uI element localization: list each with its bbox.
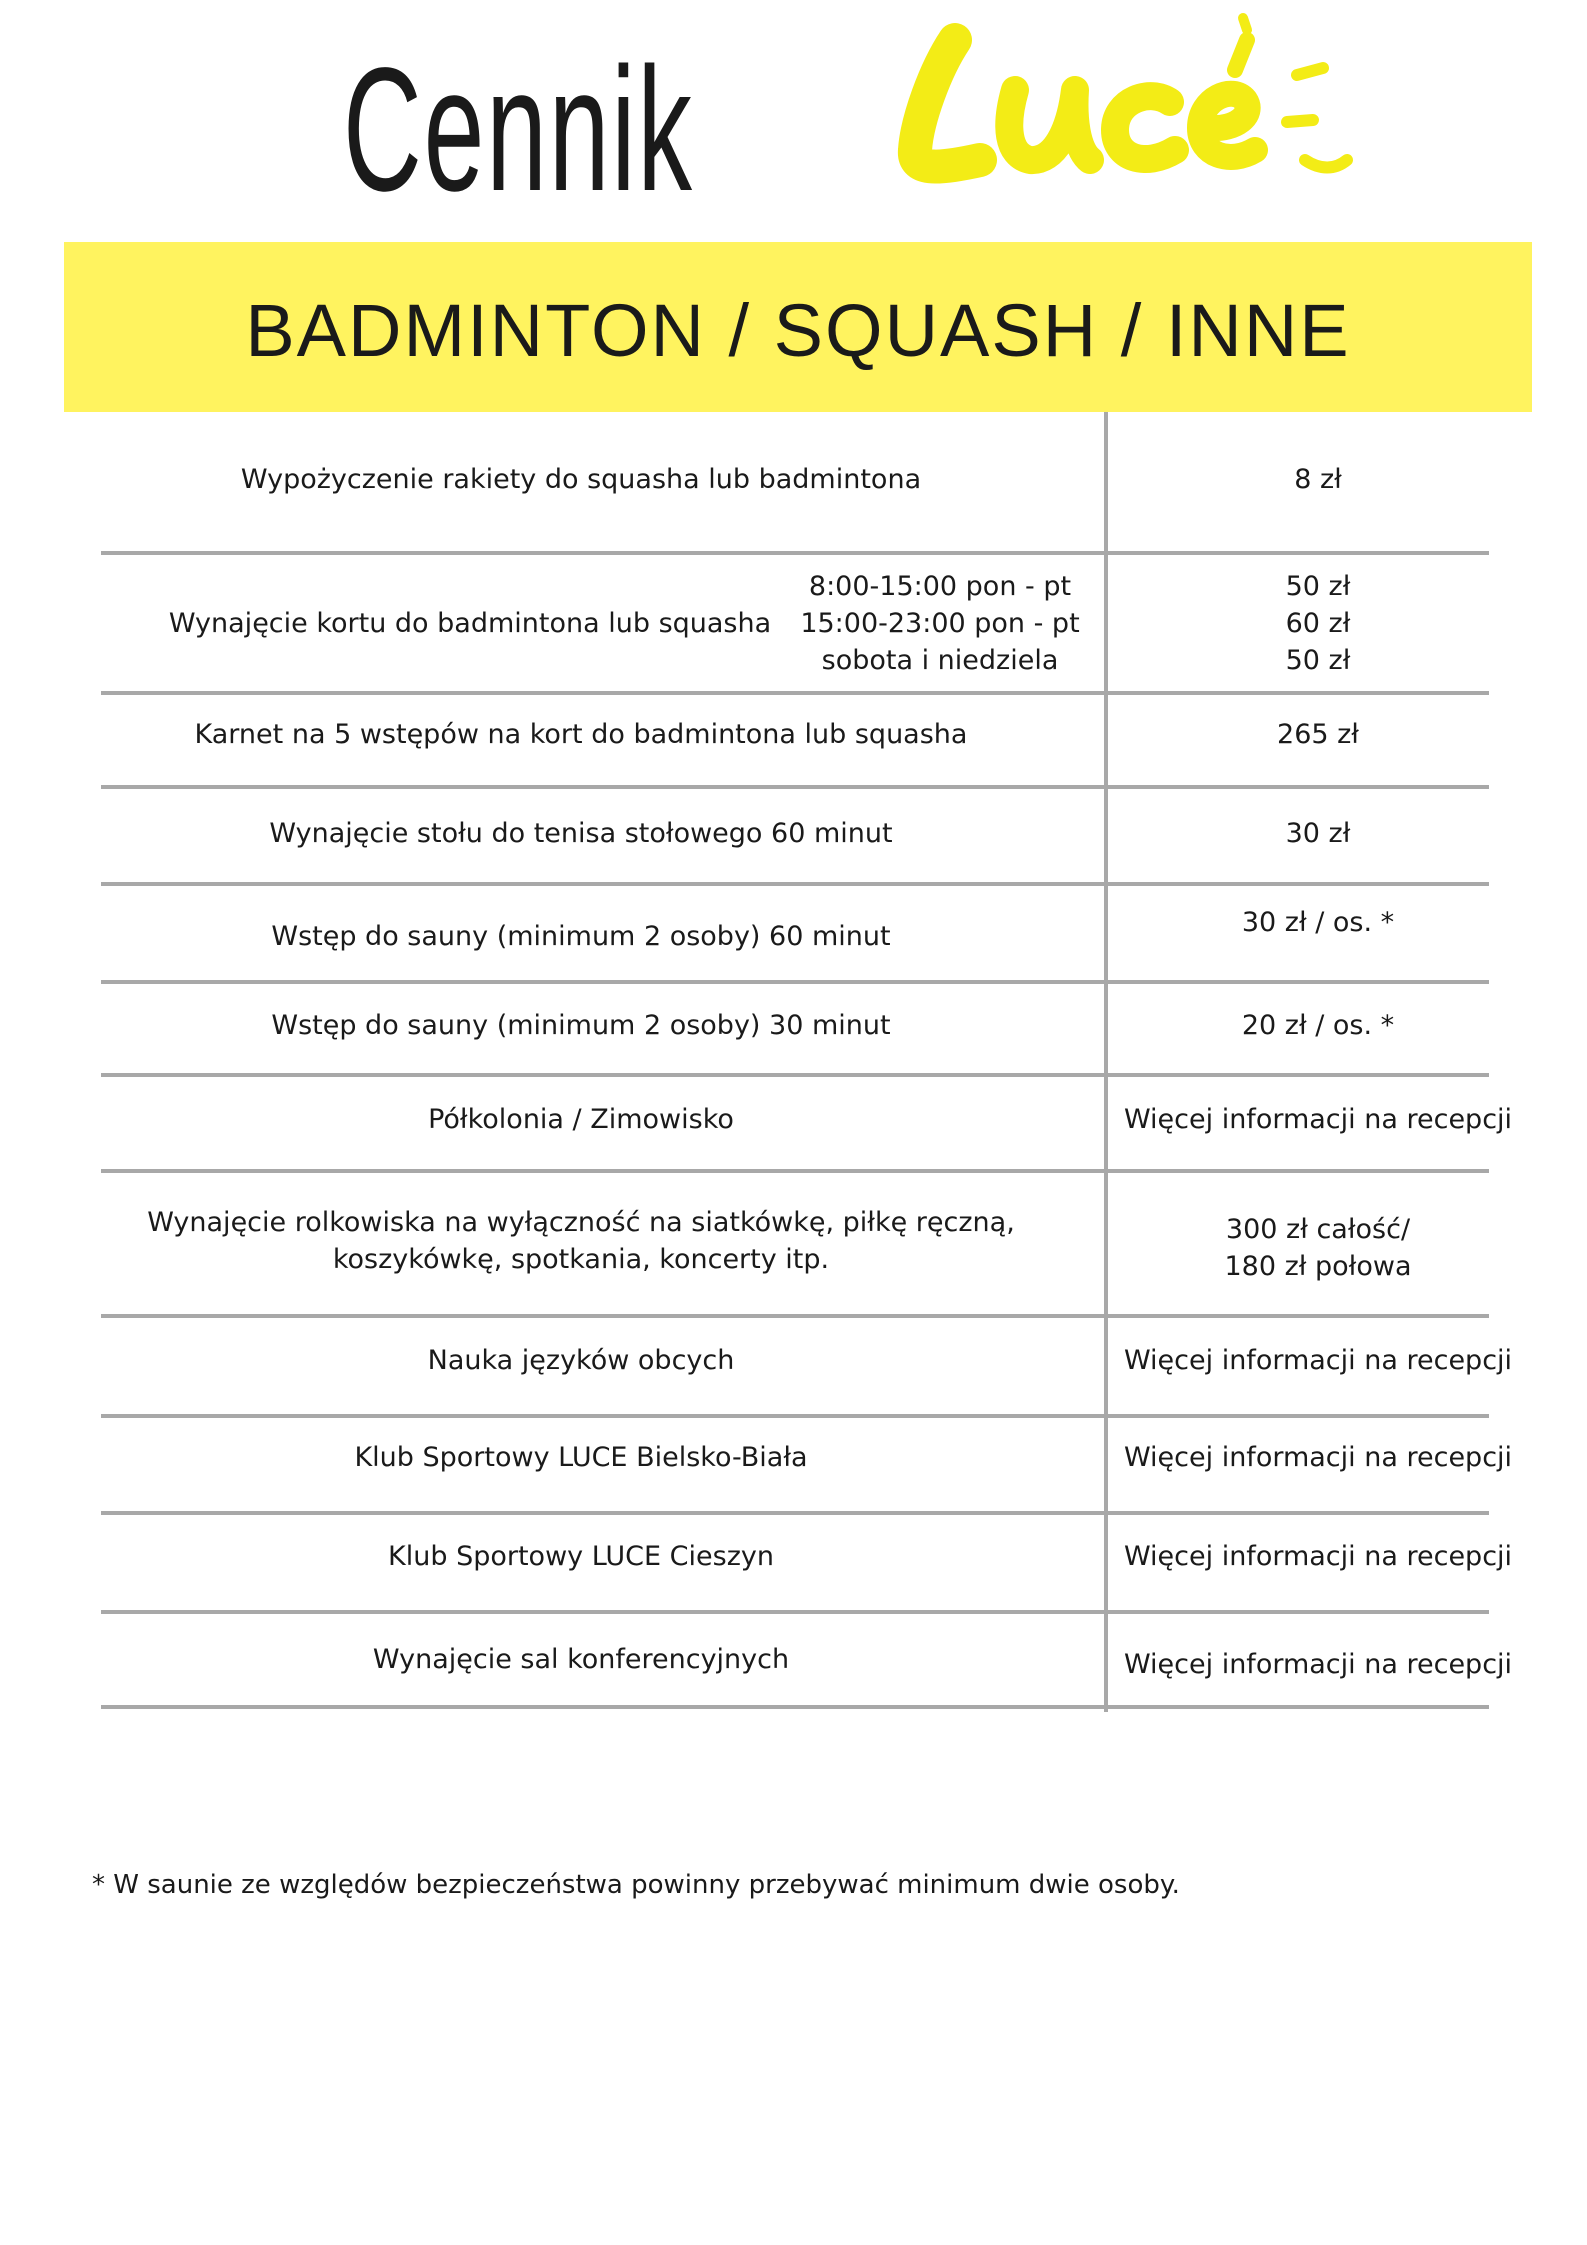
service-cell: Wypożyczenie rakiety do squasha lub badmintona bbox=[240, 464, 922, 495]
service-cell: Wynajęcie sal konferencyjnych bbox=[372, 1644, 790, 1675]
service-cell: Wynajęcie rolkowiska na wyłączność na siatkówkę, piłkę ręczną, bbox=[147, 1207, 1015, 1238]
time-slot: 8:00-15:00 pon - pt bbox=[808, 571, 1072, 602]
service-cell: koszykówkę, spotkania, koncerty itp. bbox=[332, 1244, 830, 1275]
time-slot: 15:00-23:00 pon - pt bbox=[800, 608, 1080, 639]
row-divider bbox=[101, 551, 1489, 555]
price-cell: 30 zł bbox=[1285, 818, 1351, 849]
price-cell: Więcej informacji na recepcji bbox=[1123, 1442, 1513, 1473]
price-cell: 8 zł bbox=[1294, 464, 1342, 495]
price-cell: Więcej informacji na recepcji bbox=[1123, 1541, 1513, 1572]
row-divider bbox=[101, 1511, 1489, 1515]
service-cell: Klub Sportowy LUCE Bielsko-Biała bbox=[354, 1442, 808, 1473]
price-cell: Więcej informacji na recepcji bbox=[1123, 1649, 1513, 1680]
price-cell: 20 zł / os. * bbox=[1241, 1010, 1395, 1041]
row-divider bbox=[101, 1073, 1489, 1077]
service-cell: Półkolonia / Zimowisko bbox=[428, 1104, 734, 1135]
price-cell: 50 zł bbox=[1285, 571, 1351, 602]
time-slot: sobota i niedziela bbox=[821, 645, 1059, 676]
service-cell: Wynajęcie kortu do badmintona lub squasha bbox=[168, 608, 772, 639]
price-cell: 60 zł bbox=[1285, 608, 1351, 639]
section-banner bbox=[64, 242, 1532, 412]
row-divider bbox=[101, 1705, 1489, 1709]
service-cell: Wynajęcie stołu do tenisa stołowego 60 minut bbox=[269, 818, 893, 849]
price-cell: 50 zł bbox=[1285, 645, 1351, 676]
row-divider bbox=[101, 882, 1489, 886]
row-divider bbox=[101, 1414, 1489, 1418]
row-divider bbox=[101, 980, 1489, 984]
row-divider bbox=[101, 1610, 1489, 1614]
service-cell: Klub Sportowy LUCE Cieszyn bbox=[388, 1541, 774, 1572]
service-cell: Wstęp do sauny (minimum 2 osoby) 30 minut bbox=[271, 1010, 891, 1041]
service-cell: Karnet na 5 wstępów na kort do badmintona lub squasha bbox=[194, 719, 968, 750]
service-cell: Wstęp do sauny (minimum 2 osoby) 60 minut bbox=[271, 921, 891, 952]
luce-logo bbox=[895, 10, 1355, 200]
page-title: Cennik bbox=[343, 32, 694, 228]
row-divider bbox=[101, 691, 1489, 695]
row-divider bbox=[101, 785, 1489, 789]
price-cell: 265 zł bbox=[1277, 719, 1359, 750]
service-cell: Nauka języków obcych bbox=[427, 1345, 735, 1376]
footnote: * W saunie ze względów bezpieczeństwa powinny przebywać minimum dwie osoby. bbox=[92, 1870, 1180, 1900]
price-cell: 30 zł / os. * bbox=[1241, 907, 1395, 938]
section-title: BADMINTON / SQUASH / INNE bbox=[245, 289, 1351, 372]
price-cell: Więcej informacji na recepcji bbox=[1123, 1345, 1513, 1376]
price-cell: 300 zł całość/ bbox=[1225, 1214, 1411, 1245]
row-divider bbox=[101, 1169, 1489, 1173]
price-cell: 180 zł połowa bbox=[1224, 1251, 1412, 1282]
row-divider bbox=[101, 1314, 1489, 1318]
price-cell: Więcej informacji na recepcji bbox=[1123, 1104, 1513, 1135]
